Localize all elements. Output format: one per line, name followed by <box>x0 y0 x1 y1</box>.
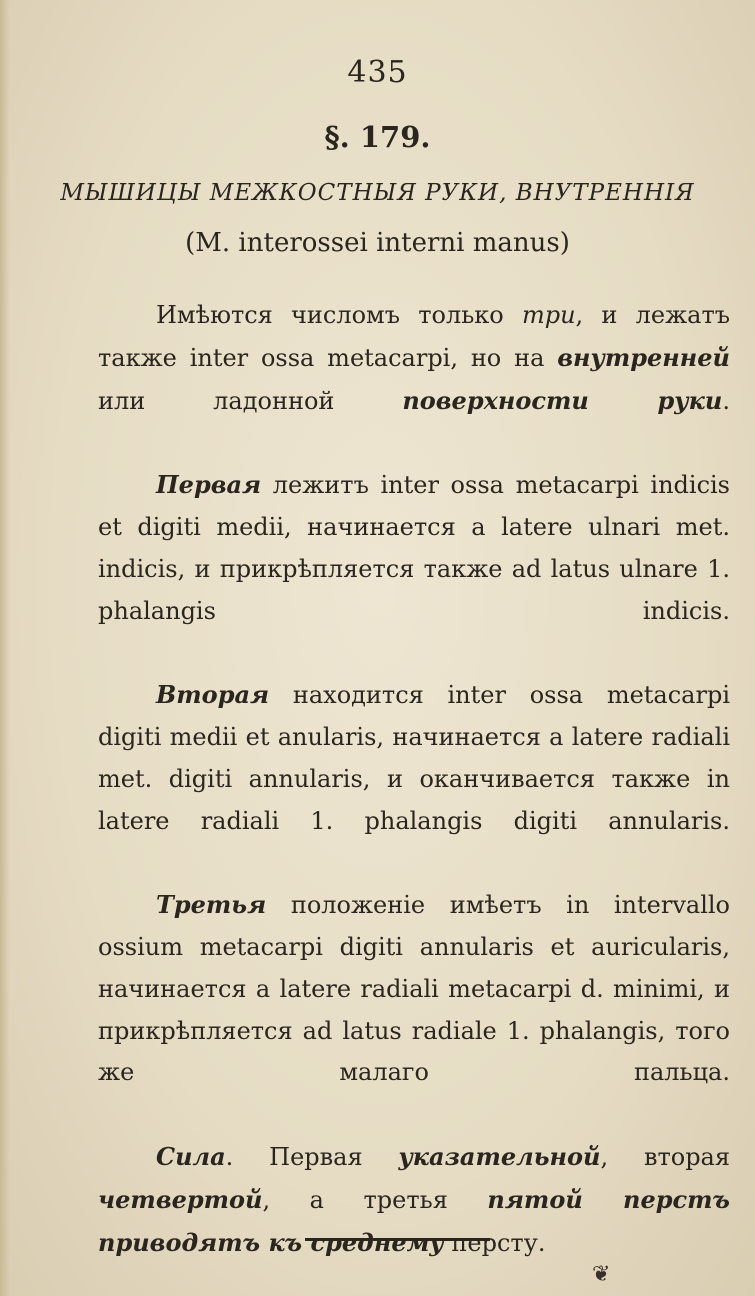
text-run: , и лежатъ также inter ossa metacarpi, но на <box>98 301 731 372</box>
text-run: лежитъ inter ossa metacarpi indicis et digiti medii, начинается a latere ulnari met. indicis, и прикрѣпляется также ad latus ulnare 1. phalangis indicis. <box>98 471 730 625</box>
text-run: находится inter ossa metacarpi digiti medii et anularis, начинается a latere radiali met. digiti annularis, и оканчивается также in latere radiali 1. phalangis digiti annularis. <box>98 681 730 835</box>
text-run: внутренней <box>557 342 730 372</box>
paragraph <box>98 295 730 464</box>
text-run: . Первая <box>225 1142 399 1171</box>
text-run: или ладонной <box>98 386 403 415</box>
text-run: Третья <box>156 890 267 920</box>
paragraph <box>98 884 730 1136</box>
fleuron-ornament: ❦ <box>592 1262 611 1287</box>
text-run: , а третья <box>262 1185 488 1214</box>
paragraph <box>98 674 730 884</box>
text-run: положеніе имѣетъ in intervallo ossium metacarpi digiti annularis et auricularis, начинается a latere radiali metacarpi d. minimi, и прикрѣпляется ad latus radiale 1. phalangis, того же малаго пальца. <box>98 891 730 1087</box>
page-number: 435 <box>347 55 408 90</box>
page-edge-shadow <box>0 0 10 1296</box>
text-run: три <box>521 301 576 329</box>
text-run: персту. <box>443 1228 546 1257</box>
text-run: Первая <box>156 470 262 500</box>
body-text <box>98 295 730 1264</box>
text-run: пятой перстъ приводятъ къ среднему <box>98 1184 730 1257</box>
text-run: . <box>722 386 730 415</box>
text-run: Вторая <box>156 680 270 710</box>
section-divider <box>305 1238 490 1241</box>
text-run: четвертой <box>98 1184 263 1214</box>
chapter-title: МЫШИЦЫ МЕЖКОСТНЫЯ РУКИ, ВНУТРЕННІЯ <box>60 180 695 206</box>
text-run: поверхности руки <box>402 385 723 415</box>
text-run: Сила <box>156 1141 226 1171</box>
paragraph <box>98 464 730 674</box>
text-run: указательной <box>398 1141 601 1171</box>
text-run: Имѣются числомъ только <box>156 301 522 329</box>
latin-subtitle: (M. interossei interni manus) <box>185 228 570 258</box>
paragraph <box>98 1136 730 1264</box>
section-heading: §. 179. <box>324 120 431 154</box>
text-run: , вторая <box>600 1142 731 1171</box>
